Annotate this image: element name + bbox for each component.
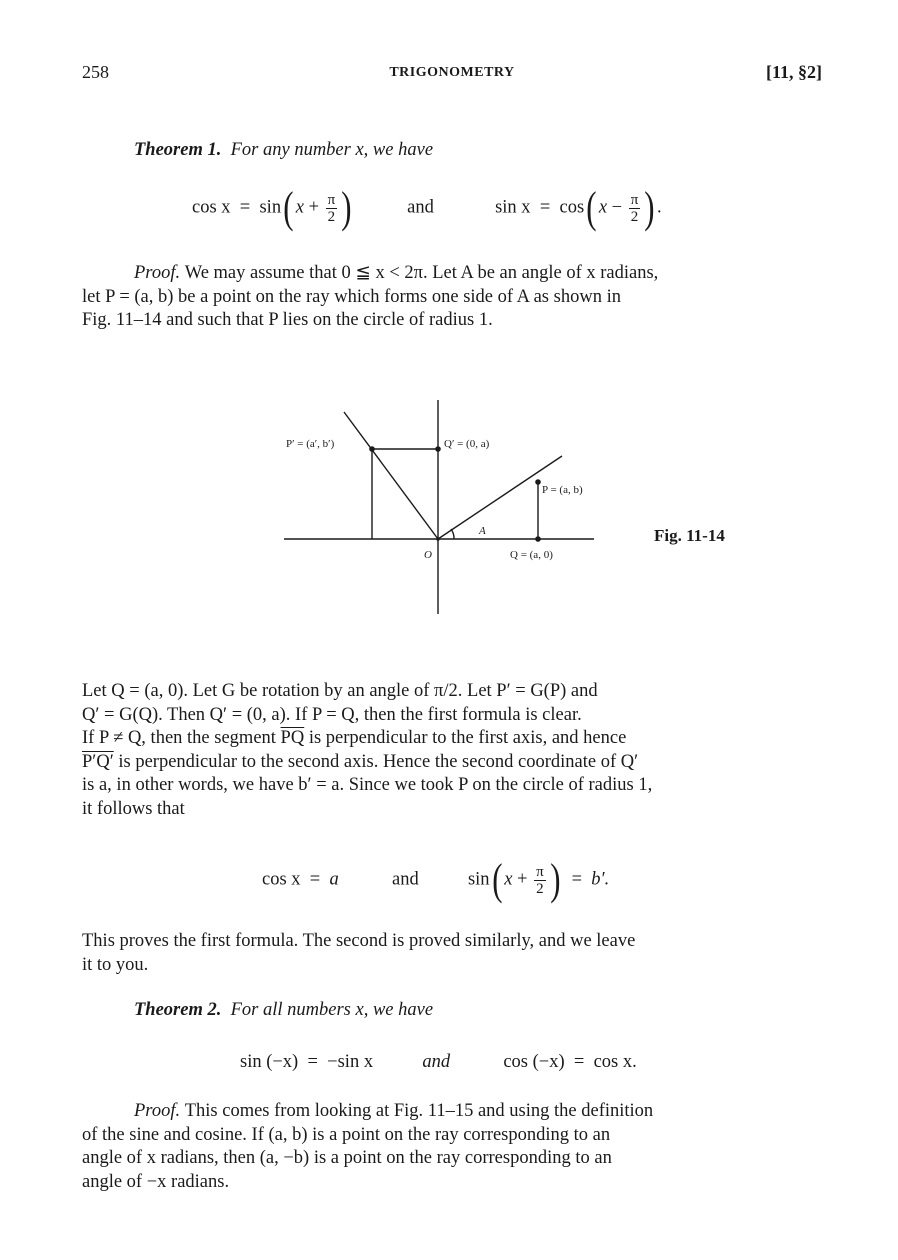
- proof-1-line-1: We may assume that 0 ≦ x < 2π. Let A be an angle of x radians,: [184, 263, 659, 283]
- para-3-line-1: This proves the first formula. The second is proved similarly, and we leave: [82, 931, 636, 951]
- para-2-line-6: it follows that: [82, 798, 185, 819]
- proof-1-line-2: let P = (a, b) be a point on the ray which forms one side of A as shown in: [82, 286, 621, 307]
- eq2-equals-2: =: [571, 869, 583, 890]
- eq2-equals: =: [309, 869, 321, 890]
- segment-pq-text: $\overline{PQ}$: [280, 728, 305, 748]
- proof-2-label: Proof.: [134, 1101, 181, 1121]
- eq3-and: and: [422, 1052, 451, 1072]
- eq1-cos: cos: [559, 197, 585, 218]
- eq1-sin: sin: [259, 197, 282, 218]
- figure-label: Fig. 11-14: [654, 526, 725, 545]
- para-2-line-1: Let Q = (a, 0). Let G be rotation by an angle of π/2. Let P′ = G(P) and: [82, 681, 598, 701]
- theorem-1-statement: For any number x, we have: [230, 140, 434, 160]
- label-qprime: Q′ = (0, a): [444, 438, 490, 450]
- point-q: [535, 536, 541, 542]
- proof-2-line-2: of the sine and cosine. If (a, b) is a point on the ray corresponding to an: [82, 1124, 611, 1145]
- equation-2: cos x = a and sin( x + $\frac{\pi}{2}$ ) = b′.: [262, 855, 610, 904]
- theorem-2-label: Theorem 2.: [134, 1000, 222, 1020]
- eq2-two: 2: [536, 880, 544, 897]
- proof-1: [82, 262, 820, 333]
- label-origin: O: [424, 549, 432, 561]
- para-2-line-5: is a, in other words, we have b′ = a. Since we took P on the circle of radius 1,: [82, 775, 653, 795]
- eq1-two-2: 2: [630, 208, 639, 225]
- point-p: [535, 479, 541, 485]
- label-q: Q = (a, 0): [510, 549, 553, 561]
- angle-arc: [451, 529, 454, 539]
- proof-2-line-3: angle of x radians, then (a, −b) is a point on the ray corresponding to an: [82, 1148, 612, 1168]
- para-2-line-3: [82, 727, 820, 751]
- para-3-line-2: it to you.: [82, 954, 149, 975]
- para-2-line-4: [82, 751, 820, 775]
- eq1-minus: −: [611, 197, 623, 218]
- label-angle: A: [479, 525, 486, 537]
- point-qprime: [435, 446, 441, 452]
- eq3-equals-2: =: [573, 1052, 585, 1072]
- eq1-equals-2: =: [539, 197, 551, 218]
- eq1-and: and: [407, 197, 434, 218]
- eq1-fraction: [326, 192, 338, 225]
- paragraph-3: [82, 930, 820, 977]
- paragraph-2: [82, 680, 820, 821]
- eq1-x: x: [295, 197, 304, 218]
- segment-pprime-qprime-text: P′Q′: [82, 751, 114, 772]
- eq3-equals: =: [307, 1052, 318, 1072]
- page-number: 258: [82, 62, 109, 82]
- eq2-sin: sin: [467, 869, 490, 890]
- eq1-plus: +: [308, 197, 320, 218]
- eq2-x: x: [504, 869, 513, 890]
- eq1-lhs2: sin x: [495, 197, 531, 218]
- eq1-two: 2: [327, 208, 336, 225]
- eq1-equals: =: [239, 197, 251, 218]
- theorem-2: [134, 1000, 433, 1021]
- eq3-lhs1: sin (−x): [240, 1052, 299, 1072]
- label-pprime: P′ = (a′, b′): [286, 438, 335, 450]
- eq1-fraction-2: [629, 192, 641, 225]
- proof-2-line-1: This comes from looking at Fig. 11–15 and using the definition: [184, 1101, 654, 1121]
- para-2-line-2: Q′ = G(Q). Then Q′ = (0, a). If P = Q, then the first formula is clear.: [82, 704, 582, 725]
- proof-2-line-4: angle of −x radians.: [82, 1171, 230, 1192]
- running-header: [82, 62, 822, 88]
- para-2-line-4b: is perpendicular to the second axis. Hence the second coordinate of Q′: [118, 751, 639, 772]
- point-origin: [436, 537, 440, 541]
- running-title: TRIGONOMETRY: [389, 65, 515, 80]
- eq2-lhs: cos x: [262, 869, 301, 890]
- theorem-1-label: Theorem 1.: [134, 140, 222, 160]
- eq2-fraction: [534, 864, 546, 897]
- theorem-2-statement: For all numbers x, we have: [230, 1000, 434, 1020]
- point-pprime: [369, 446, 375, 452]
- eq1-x-2: x: [598, 197, 608, 218]
- eq2-rhs: a: [329, 869, 339, 890]
- equation-1: cos x = sin( x + $\frac{\pi}{2}$ ) and sin x = cos( x − $\frac{\pi}{2}$ ) .: [192, 183, 662, 232]
- eq3-lhs2: cos (−x): [503, 1052, 565, 1072]
- eq3-rhs1: −sin x: [327, 1052, 374, 1072]
- eq2-plus: +: [517, 869, 528, 890]
- section-ref: [11, §2]: [766, 62, 822, 82]
- eq1-period: .: [656, 197, 662, 218]
- eq2-and: and: [391, 869, 419, 890]
- proof-1-label: Proof.: [134, 263, 181, 283]
- label-p: P = (a, b): [542, 484, 583, 496]
- proof-1-line-3: Fig. 11–14 and such that P lies on the circle of radius 1.: [82, 310, 493, 330]
- para-2-line-3a: If P ≠ Q, then the segment: [82, 728, 276, 748]
- equation-3: [240, 1052, 637, 1073]
- proof-2: [82, 1100, 820, 1194]
- eq1-pi-2: π: [630, 191, 639, 208]
- para-2-line-3b: is perpendicular to the first axis, and hence: [308, 728, 627, 748]
- rotated-ray: [344, 412, 438, 539]
- figure-11-14: [276, 398, 616, 620]
- eq1-pi: π: [327, 191, 336, 208]
- eq2-rhs2: b′.: [591, 869, 610, 890]
- eq2-pi: π: [536, 863, 544, 880]
- theorem-1: [134, 140, 433, 161]
- eq3-rhs2: cos x.: [593, 1052, 637, 1072]
- eq1-lhs1: cos x: [192, 197, 231, 218]
- ray-p: [438, 456, 562, 539]
